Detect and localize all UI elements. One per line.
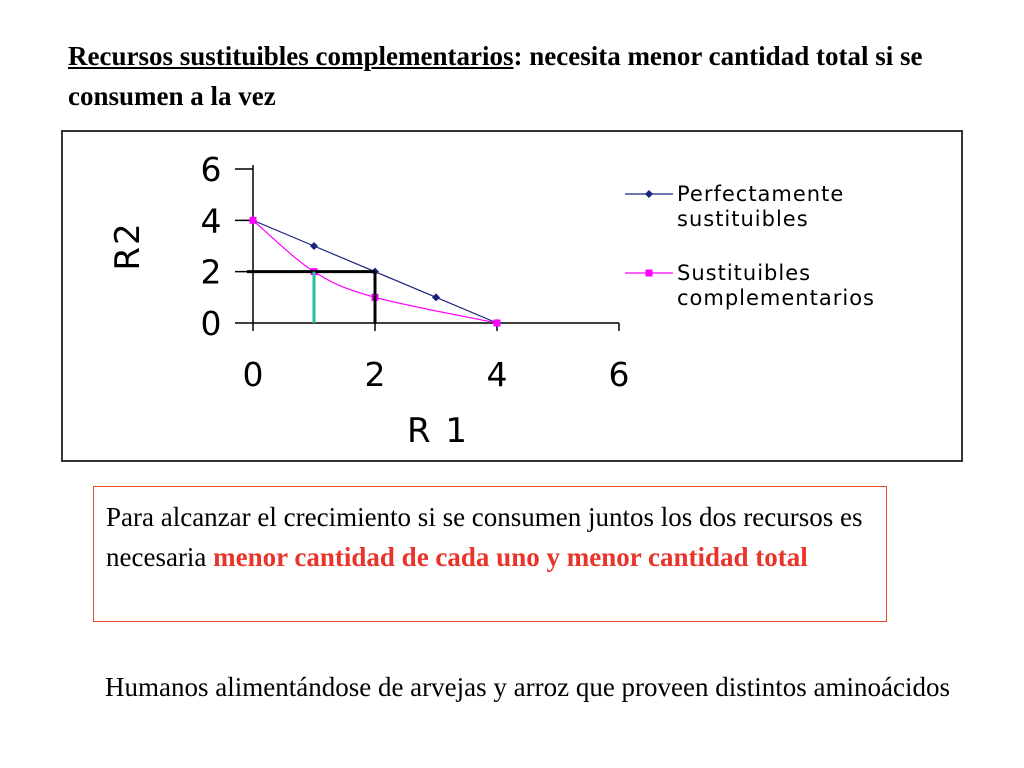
- chart-frame: [61, 130, 963, 462]
- legend-label-1-line1: Perfectamente: [677, 182, 845, 206]
- x-axis-title: R 1: [406, 411, 470, 451]
- box-text-plain: Para alcanzar el crecimiento si se consumen juntos los dos recursos es necesaria: [106, 502, 863, 572]
- explanation-box: [93, 486, 887, 622]
- title-rest: : necesita menor cantidad total si se consumen a la vez: [68, 41, 923, 111]
- title-underlined: Recursos sustituibles complementarios: [68, 41, 514, 71]
- y-axis-title: R2: [108, 221, 148, 271]
- legend-label-1-line2: sustituibles: [677, 207, 809, 231]
- series-2-point: [250, 217, 257, 224]
- footer-text: Humanos alimentándose de arvejas y arroz que proveen distintos aminoácidos: [105, 672, 951, 702]
- series-2-point: [494, 320, 501, 327]
- x-tick-label: 0: [242, 355, 264, 394]
- x-tick-label: 2: [364, 355, 386, 394]
- x-tick-label: 6: [608, 355, 630, 394]
- x-tick-label: 4: [486, 355, 508, 394]
- legend-marker-1: [645, 190, 653, 198]
- legend-marker-2: [646, 270, 653, 277]
- y-tick-label: 2: [200, 252, 222, 292]
- series-1-point: [310, 242, 318, 250]
- legend-label-2-line1: Sustituibles: [677, 261, 812, 285]
- legend-label-2-line2: complementarios: [677, 286, 875, 310]
- chart: [63, 132, 961, 460]
- slide-title: [68, 36, 948, 116]
- series-1-point: [432, 293, 440, 301]
- y-tick-label: 4: [200, 201, 222, 241]
- y-tick-label: 0: [200, 304, 222, 343]
- box-text-highlight: menor cantidad de cada uno y menor cantidad total: [213, 542, 808, 572]
- y-tick-label: 6: [200, 150, 222, 189]
